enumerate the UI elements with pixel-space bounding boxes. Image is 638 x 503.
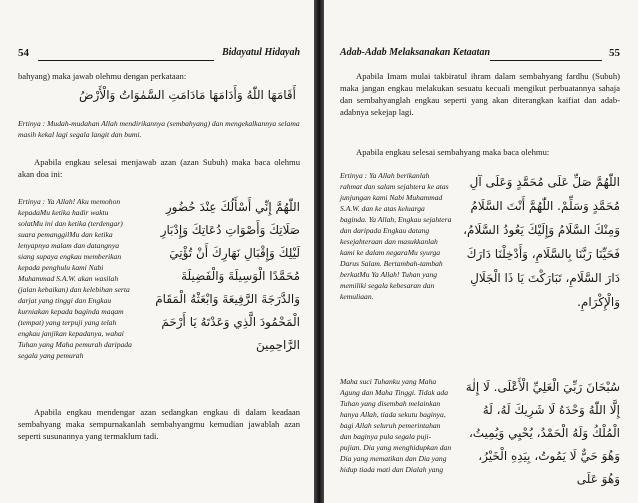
paragraph: bahyang) maka jawab olehmu dengan perkataan: (18, 71, 187, 81)
translation: Maha suci Tuhanku yang Maha Agung dan Maha Tinggi. Tidak ada Tuhan yang disembah melainkan hanya Allah, tiada sekutu baginya, bagi Allah seluruh pemerintahan dan baginya pula segala puji-pujian. Dia yang menghidupkan dan Dia yang mematikan dan Dia yang hidup tiada mati dan Dialah yang (340, 377, 452, 474)
running-title: Bidayatul Hidayah (221, 47, 300, 58)
right-page-header (340, 47, 620, 63)
arabic-text: اللّٰهُمَّ إِنِّي أَسْأَلُكَ عِنْدَ حُضُورِ صَلَاتِكَ وَأَصْوَاتِ دُعَاتِكَ وَإِدْبَارِ لَيْلِكَ وَإِقْبَالِ نَهَارِكَ أَنْ تُؤْتِيَ مُحَمَّدًا الْوَسِيلَةَ وَالْفَضِيلَةَ وَالدَّرَجَةَ الرَّفِيعَةَ وَابْعَثْهُ الْمَقَامَ الْمَحْمُودَ الَّذِي وَعَدْتَهُ يَا أَرْحَمَ الرَّاحِمِينَ (155, 200, 300, 352)
right-page (324, 0, 638, 503)
paragraph: Apabila engkau mendengar azan sedangkan engkau di dalam keadaan sembahyang maka sempurnakanlah sembahyangmu kemudian jawablah azan seperti susunannya yang termaklum tadi. (18, 407, 300, 441)
arabic-text: سُبْحَانَ رَبِّيَ الْعَلِيِّ الْأَعْلَى. لَا إِلٰهَ إِلَّا اللّٰهُ وَحْدَهُ لَا شَرِيكَ لَهُ، لَهُ الْمُلْكُ وَلَهُ الْحَمْدُ، يُحْيِي وَيُمِيتُ، وَهُوَ حَيٌّ لَا يَمُوتُ، بِيَدِهِ الْخَيْرُ، وَهُوَ عَلَى (465, 380, 620, 486)
header-rule (490, 60, 602, 61)
paragraph: Apabila Imam mulai takbiratul ihram dalam sembahyang fardhu (Subuh) maka jangan engkau melakukan sesuatu kecuali mengikut perbuatannya sahaja dan sembahyanglah engkau seperti yang akan diterangkan kaifiat dan adab-adabnya sekejap lagi. (340, 71, 620, 117)
paragraph: Apabila engkau selesai sembahyang maka baca olehmu: (356, 147, 550, 157)
arabic-text: اللّٰهُمَّ صَلِّ عَلَى مُحَمَّدٍ وَعَلَى آلِ مُحَمَّدٍ وَسَلِّمْ. اللّٰهُمَّ أَنْتَ السَّلَامُ وَمِنْكَ السَّلَامُ وَإِلَيْكَ يَعُودُ السَّلَامُ، فَحَيِّنَا رَبَّنَا بِالسَّلَامِ، وَأَدْخِلْنَا دَارَكَ دَارَ السَّلَامِ، تَبَارَكْتَ يَا ذَا الْجَلَالِ وَالْإِكْرَامِ. (463, 175, 620, 309)
book-gutter (314, 0, 324, 503)
running-title: Adab-Adab Melaksanakan Ketaatan (340, 47, 491, 58)
page-number: 55 (609, 47, 620, 59)
translation: Ertinya : Ya Allah berikanlah rahmat dan salam sejahtera ke atas junjungan kami Nabi Muhammad S.A.W. dan ke atas keluarga baginda. Ya Allah, Engkau sejahtera dan daripada Engkau datang kesejahteraan dan masukkanlah kami ke dalam negaraMu syurga Darus Salam. Bertambah-tambah berkatMu Ya Allah! Tuhan yang memiliki segala kebesaran dan kemuliaan. (340, 171, 452, 301)
left-page (0, 0, 314, 503)
paragraph: Apabila engkau selesai menjawab azan (azan Subuh) maka baca olehmu akan doa ini: (18, 157, 300, 179)
translation: Ertinya : Mudah-mudahan Allah mendirikannya (sembahyang) dan mengekalkannya selama masih kekal lagi segala langit dan bumi. (18, 119, 300, 139)
left-page-header (18, 47, 300, 63)
arabic-text: أَقَامَهَا اللّٰهُ وَأَدَامَهَا مَادَامَتِ السَّمٰوَاتُ وَالْأَرْضُ (79, 88, 296, 102)
page-number: 54 (18, 47, 29, 59)
translation: Ertinya : Ya Allah! Aku memohon kepadaMu ketika hadir waktu solatMu ini dan ketika (terdengar) suara pemanggilMu dan ketika lenyapnya malam dan datangnya siang supaya engkau memberikan kepada penghulu kami Nabi Muhammad S.A.W. akan wasilah (jalan kebaikan) dan kelebihan serta darjat yang tinggi dan Engkau kurniakan kepada baginda maqam (tempat) yang terpuji yang telah engkau janjikan kepadanya, wahai Tuhan yang Maha pemurah daripada segala yang pemurah (18, 197, 132, 360)
header-rule (38, 60, 214, 61)
